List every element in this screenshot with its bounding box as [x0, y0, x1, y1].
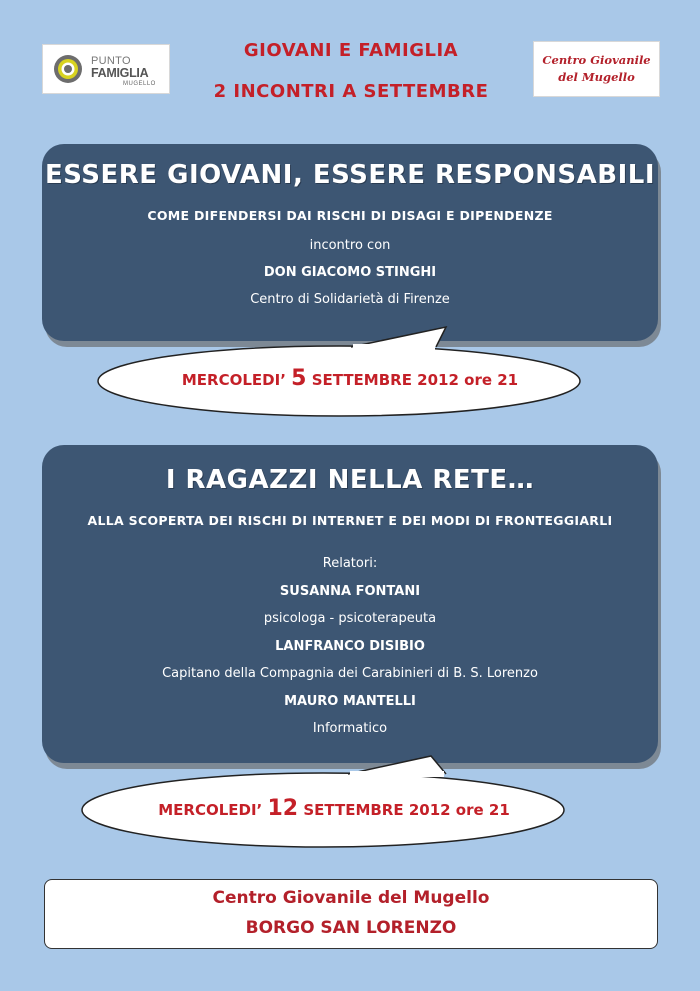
- event2-speaker-role: Capitano della Compagnia dei Carabinieri di B. S. Lorenzo: [162, 666, 538, 681]
- logo-text-line1: PUNTO: [91, 55, 131, 67]
- event2-speaker-name: SUSANNA FONTANI: [279, 584, 421, 599]
- page-title-line1: GIOVANI E FAMIGLIA: [243, 40, 459, 61]
- punto-famiglia-emblem-icon: [53, 54, 83, 84]
- event2-date-prefix: MERCOLEDI’: [158, 801, 263, 819]
- event2-panel: [42, 445, 658, 763]
- event1-date-suffix: SETTEMBRE 2012 ore 21: [311, 371, 519, 389]
- event1-date-prefix: MERCOLEDI’: [181, 371, 286, 389]
- logo-text-line3: MUGELLO: [123, 81, 156, 87]
- event1-title: ESSERE GIOVANI, ESSERE RESPONSABILI: [44, 160, 656, 190]
- event2-speaker-role: psicologa - psicoterapeuta: [263, 611, 437, 626]
- event2-intro: Relatori:: [322, 556, 378, 571]
- event2-date: [0, 796, 684, 821]
- event1-speaker: DON GIACOMO STINGHI: [263, 265, 437, 280]
- event2-date-day: 12: [267, 796, 299, 821]
- event1-date: [0, 366, 700, 391]
- event2-speaker-name: LANFRANCO DISIBIO: [275, 639, 425, 654]
- event2-subtitle: ALLA SCOPERTA DEI RISCHI DI INTERNET E DEI MODI DI FRONTEGGIARLI: [87, 513, 613, 528]
- page-title-line2: 2 INCONTRI A SETTEMBRE: [213, 81, 489, 102]
- event1-panel: [42, 144, 658, 341]
- event2-speaker-role: Informatico: [312, 721, 388, 736]
- event1-date-day: 5: [291, 366, 307, 391]
- venue-name: Centro Giovanile del Mugello: [212, 888, 490, 908]
- event1-affiliation: Centro di Solidarietà di Firenze: [250, 292, 450, 307]
- punto-famiglia-logo: [42, 44, 170, 94]
- event2-title: I RAGAZZI NELLA RETE…: [165, 465, 535, 495]
- centro-logo-line2: del Mugello: [558, 70, 635, 84]
- event1-intro: incontro con: [309, 238, 391, 253]
- venue-box: [44, 879, 658, 949]
- venue-location: BORGO SAN LORENZO: [245, 918, 457, 938]
- event1-subtitle: COME DIFENDERSI DAI RISCHI DI DISAGI E DIPENDENZE: [147, 208, 553, 223]
- centro-giovanile-logo: [533, 41, 660, 97]
- centro-logo-line1: Centro Giovanile: [542, 53, 651, 67]
- event2-speaker-name: MAURO MANTELLI: [284, 694, 416, 709]
- event2-date-suffix: SETTEMBRE 2012 ore 21: [303, 801, 510, 819]
- logo-text-line2: FAMIGLIA: [91, 66, 149, 80]
